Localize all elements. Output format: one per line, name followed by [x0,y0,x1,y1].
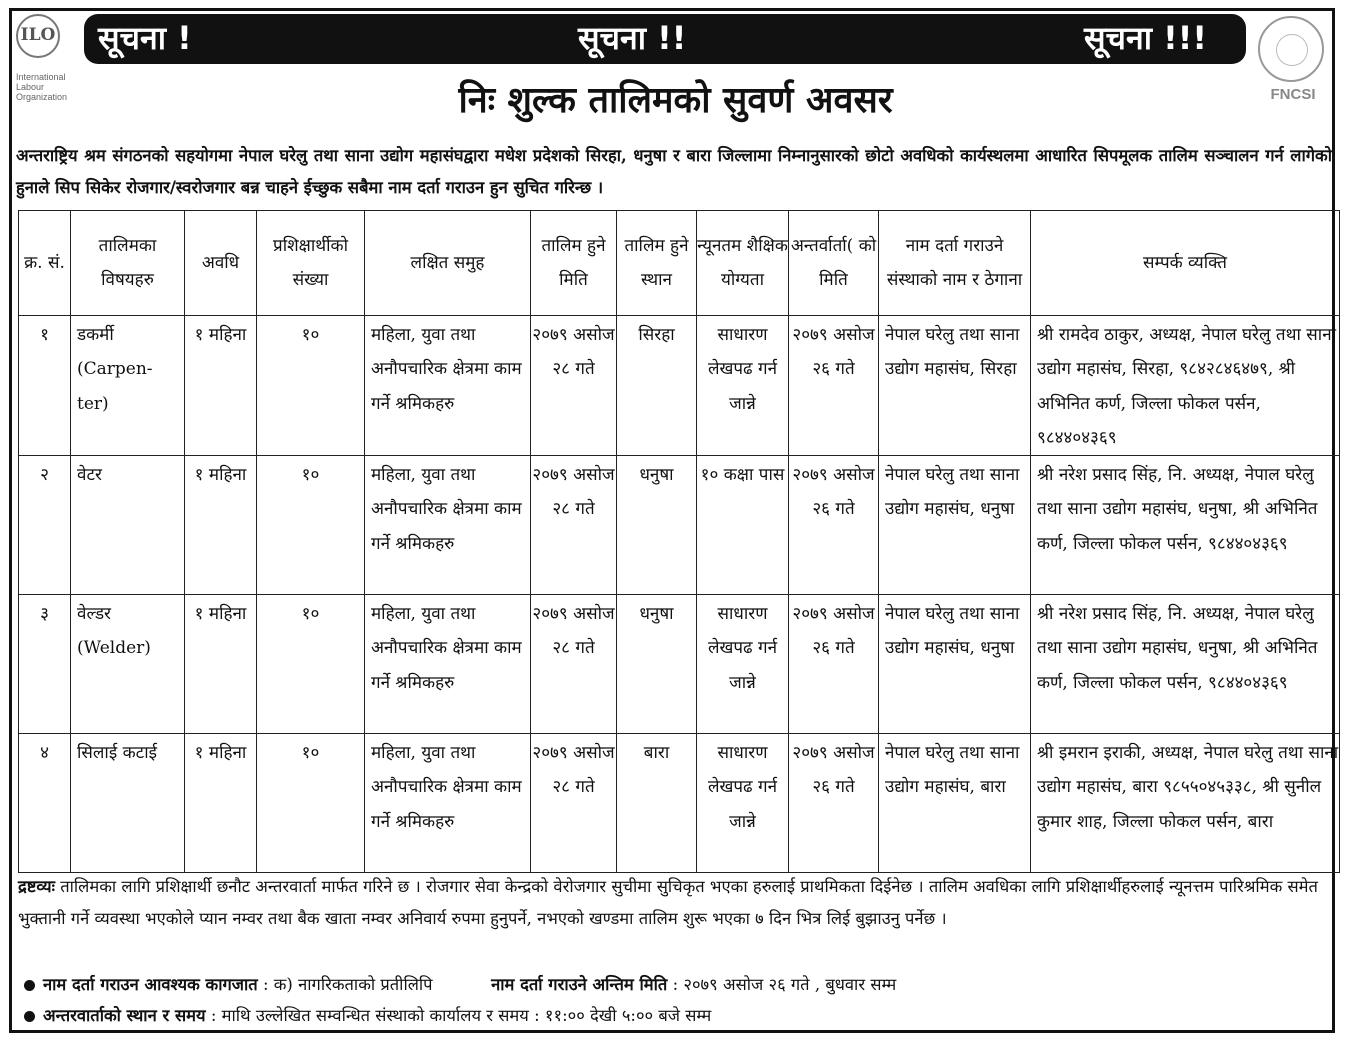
cell-qualification: साधारण लेखपढ गर्न जान्ने [697,734,789,873]
cell-place: धनुषा [617,595,697,734]
cell-place: सिरहा [617,316,697,456]
ilo-mark: ILO [20,25,56,45]
cell-trainees: १० [257,456,365,595]
cell-qualification: साधारण लेखपढ गर्न जान्ने [697,595,789,734]
cell-org: नेपाल घरेलु तथा साना उद्योग महासंघ, धनुषा [879,595,1031,734]
cell-date: २०७९ असोज २८ गते [531,456,617,595]
col-date: तालिम हुने मिति [531,211,617,316]
cell-contact: श्री रामदेव ठाकुर, अध्यक्ष, नेपाल घरेलु तथा साना उद्योग महासंघ, सिरहा, ९८४२८४६४७९, श्री अभिनित कर्ण, जिल्ला फोकल पर्सन, ९८४४०४३६९ [1031,316,1340,456]
col-subject: तालिमका विषयहरु [71,211,185,316]
cell-contact: श्री नरेश प्रसाद सिंह, नि. अध्यक्ष, नेपाल घरेलु तथा साना उद्योग महासंघ, धनुषा, श्री अभिनित कर्ण, जिल्ला फोकल पर्सन, ९८४४०४३६९ [1031,595,1340,734]
cell-sn: १ [19,316,71,456]
intro-paragraph: अन्तराष्ट्रिय श्रम संगठनको सहयोगमा नेपाल घरेलु तथा साना उद्योग महासंघद्वारा मधेश प्रदेशको सिरहा, धनुषा र बारा जिल्लामा निम्नानुसारको छोटो अवधिको कार्यस्थलमा आधारित सिपमूलक तालिम सञ्चालन गर्न लागेको हुनाले सिप सिकेर रोजगार/स्वरोजगार बन्न चाहने ईच्छुक सबैमा नाम दर्ता गराउन हुन सुचित गरिन्छ । [16,146,1332,197]
col-trainees: प्रशिक्षार्थीको संख्या [257,211,365,316]
cell-target: महिला, युवा तथा अनौपचारिक क्षेत्रमा काम गर्ने श्रमिकहरु [365,456,531,595]
cell-place: धनुषा [617,456,697,595]
col-contact: सम्पर्क व्यक्ति [1031,211,1340,316]
bullet-dot-icon [24,1011,35,1022]
cell-date: २०७९ असोज २८ गते [531,316,617,456]
col-qualification: न्यूनतम शैक्षिक योग्यता [697,211,789,316]
cell-interview: २०७९ असोज २६ गते [789,734,879,873]
note-paragraph [18,871,1328,935]
cell-duration: १ महिना [185,316,257,456]
venue-label: अन्तरवार्ताको स्थान र समय [43,1006,206,1025]
table-row [19,316,1340,456]
cell-subject: सिलाई कटाई [71,734,185,873]
col-place: तालिम हुने स्थान [617,211,697,316]
note-text: तालिमका लागि प्रशिक्षार्थी छनौट अन्तरवार्ता मार्फत गरिने छ । रोजगार सेवा केन्द्रको वेरोजगार सुचीमा सुचिकृत भएका हरुलाई प्राथमिकता दिईनेछ । तालिम अवधिका लागि प्रशिक्षार्थीहरुलाई न्यूनत्तम पारिश्रमिक समेत भुक्तानी गर्ने व्यवस्था भएकोले प्यान नम्वर तथा बैक खाता नम्वर अनिवार्य रुपमा हुनुपर्ने, नभएको खण्डमा तालिम शुरू भएका ७ दिन भित्र लिई बुझाउनु पर्नेछ । [18,877,1318,928]
cell-contact: श्री नरेश प्रसाद सिंह, नि. अध्यक्ष, नेपाल घरेलु तथा साना उद्योग महासंघ, धनुषा, श्री अभिनित कर्ण, जिल्ला फोकल पर्सन, ९८४४०४३६९ [1031,456,1340,595]
notice-word-middle: सूचना !! [578,19,687,57]
col-duration: अवधि [185,211,257,316]
table-row [19,456,1340,595]
cell-org: नेपाल घरेलु तथा साना उद्योग महासंघ, धनुषा [879,456,1031,595]
cell-trainees: १० [257,595,365,734]
table-header-row [19,211,1340,316]
note-label: द्रष्टव्यः [18,877,55,896]
cell-trainees: १० [257,734,365,873]
cell-qualification: १० कक्षा पास [697,456,789,595]
bullet-venue [18,1001,1328,1031]
cell-date: २०७९ असोज २८ गते [531,595,617,734]
cell-duration: १ महिना [185,456,257,595]
cell-trainees: १० [257,316,365,456]
cell-date: २०७९ असोज २८ गते [531,734,617,873]
ilo-name: International Labour Organization [16,72,68,102]
table-row [19,734,1340,873]
fncsi-label: FNCSI [1270,86,1316,103]
cell-target: महिला, युवा तथा अनौपचारिक क्षेत्रमा काम गर्ने श्रमिकहरु [365,595,531,734]
cell-subject: डकर्मी (Carpen-ter) [71,316,185,456]
bullet-documents [18,970,1328,1000]
fncsi-seal-icon [1258,16,1324,82]
col-target: लक्षित समुह [365,211,531,316]
docs-value: : क) नागरिकताको प्रतीलिपि [262,975,433,994]
cell-subject: वेल्डर (Welder) [71,595,185,734]
cell-subject: वेटर [71,456,185,595]
cell-place: बारा [617,734,697,873]
cell-interview: २०७९ असोज २६ गते [789,316,879,456]
venue-value: : माथि उल्लेखित सम्वन्धित संस्थाको कार्यालय र समय : ११:०० देखी ५:०० बजे सम्म [210,1006,712,1025]
bullet-dot-icon [24,980,35,991]
deadline-label: नाम दर्ता गराउने अन्तिम मिति [491,975,668,994]
page-title: निः शुल्क तालिमको सुवर्ण अवसर [458,80,893,121]
cell-sn: ४ [19,734,71,873]
cell-org: नेपाल घरेलु तथा साना उद्योग महासंघ, बारा [879,734,1031,873]
cell-interview: २०७९ असोज २६ गते [789,456,879,595]
notice-word-right: सूचना !!! [1084,19,1207,57]
cell-qualification: साधारण लेखपढ गर्न जान्ने [697,316,789,456]
cell-target: महिला, युवा तथा अनौपचारिक क्षेत्रमा काम गर्ने श्रमिकहरु [365,316,531,456]
docs-label: नाम दर्ता गराउन आवश्यक कागजात [43,975,258,994]
notice-word-left: सूचना ! [98,19,192,57]
col-sn: क्र. सं. [19,211,71,316]
ilo-emblem-icon [16,14,60,58]
training-table [18,210,1340,873]
deadline-value: : २०७९ असोज २६ गते , बुधवार सम्म [672,975,897,994]
cell-duration: १ महिना [185,734,257,873]
table-row [19,595,1340,734]
cell-org: नेपाल घरेलु तथा साना उद्योग महासंघ, सिरहा [879,316,1031,456]
col-org: नाम दर्ता गराउने संस्थाको नाम र ठेगाना [879,211,1031,316]
notice-header-bar [84,14,1246,64]
cell-sn: २ [19,456,71,595]
col-interview: अन्तर्वार्ता( को मिति [789,211,879,316]
cell-sn: ३ [19,595,71,734]
cell-target: महिला, युवा तथा अनौपचारिक क्षेत्रमा काम गर्ने श्रमिकहरु [365,734,531,873]
cell-contact: श्री इमरान इराकी, अध्यक्ष, नेपाल घरेलु तथा साना उद्योग महासंघ, बारा ९८५५०४५३३८, श्री सुनील कुमार शाह, जिल्ला फोकल पर्सन, बारा [1031,734,1340,873]
cell-interview: २०७९ असोज २६ गते [789,595,879,734]
cell-duration: १ महिना [185,595,257,734]
